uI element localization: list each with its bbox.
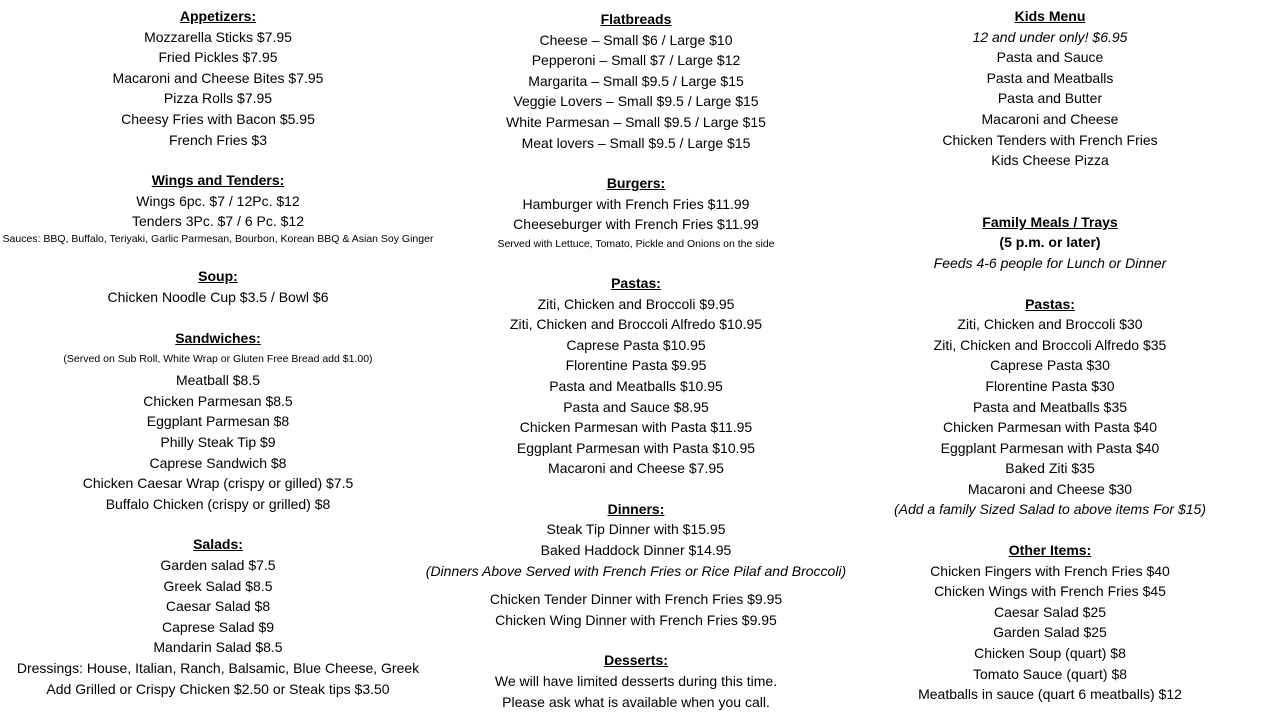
pastas-heading: Pastas: [611,274,661,291]
menu-item: Baked Ziti $35 [1005,460,1095,477]
menu-item: Caprese Salad $9 [161,618,275,635]
menu-column-left [0,6,436,699]
family-section [870,212,1230,274]
menu-item: Ziti, Chicken and Broccoli Alfredo $35 [933,336,1167,353]
other-items-section [870,540,1230,705]
family-pastas-heading: Pastas: [1025,295,1075,312]
menu-item: Tomato Sauce (quart) $8 [972,665,1128,682]
menu-item: Fried Pickles $7.95 [158,49,278,66]
menu-item: Margarita – Small $9.5 / Large $15 [528,72,744,89]
menu-item: Mozzarella Sticks $7.95 [144,28,292,45]
appetizers-heading: Appetizers: [179,8,257,24]
menu-item: Pasta and Sauce $8.95 [563,398,709,415]
menu-item: Wings 6pc. $7 / 12Pc. $12 [136,192,300,209]
menu-item: Chicken Wing Dinner with French Fries $9.95 [495,611,777,628]
kids-note: 12 and under only! $6.95 [972,28,1128,45]
menu-column-right [870,6,1230,705]
flatbreads-section [416,9,856,153]
menu-item: Caprese Pasta $30 [990,357,1110,374]
sauces-note: Sauces: BBQ, Buffalo, Teriyaki, Garlic Parmesan, Bourbon, Korean BBQ & Asian Soy Ginger [2,232,434,245]
menu-item: Kids Cheese Pizza [991,152,1109,169]
menu-item: Chicken Soup (quart) $8 [974,645,1126,662]
other-items-heading: Other Items: [1008,542,1092,559]
menu-item: Pasta and Butter [997,90,1103,107]
appetizers-section [0,6,436,150]
menu-item: Hamburger with French Fries $11.99 [522,195,750,212]
menu-item: Caprese Pasta $10.95 [566,336,706,353]
add-protein-note: Add Grilled or Crispy Chicken $2.50 or Steak tips $3.50 [46,680,390,697]
menu-item: Caesar Salad $8 [165,598,271,615]
menu-item: Chicken Wings with French Fries $45 [934,583,1166,600]
menu-item: Meatball $8.5 [175,372,261,389]
sandwiches-note: (Served on Sub Roll, White Wrap or Gluten Free Bread add $1.00) [63,353,373,366]
menu-item: Cheese – Small $6 / Large $10 [539,31,733,48]
menu-item: Florentine Pasta $9.95 [565,357,707,374]
dinners-section [416,499,856,631]
menu-item: Chicken Parmesan $8.5 [143,392,293,409]
family-note: Feeds 4-6 people for Lunch or Dinner [933,254,1167,271]
burgers-section [416,173,856,253]
dinners-heading: Dinners: [607,500,665,517]
menu-item: French Fries $3 [168,131,268,148]
menu-item: Chicken Fingers with French Fries $40 [930,562,1170,579]
menu-item: Macaroni and Cheese $30 [967,480,1133,497]
dinners-note: (Dinners Above Served with French Fries or Rice Pilaf and Broccoli) [425,562,847,579]
menu-item: Mandarin Salad $8.5 [153,639,283,656]
menu-item: Pasta and Sauce [996,49,1104,66]
dressings-note: Dressings: House, Italian, Ranch, Balsamic, Blue Cheese, Greek [16,659,420,676]
pastas-section [416,273,856,479]
menu-item: Macaroni and Cheese [981,110,1119,127]
flatbreads-heading: Flatbreads [600,11,672,27]
salads-heading: Salads: [193,536,243,553]
soup-section [0,266,436,307]
desserts-text: Please ask what is available when you call. [502,693,770,710]
menu-item: Eggplant Parmesan with Pasta $10.95 [516,439,756,456]
menu-column-middle [416,9,856,712]
salads-section [0,534,436,699]
menu-item: White Parmesan – Small $9.5 / Large $15 [506,113,766,130]
menu-item: Buffalo Chicken (crispy or grilled) $8 [105,495,331,512]
menu-item: Eggplant Parmesan $8 [146,413,290,430]
family-subtitle: (5 p.m. or later) [999,234,1101,251]
desserts-heading: Desserts: [604,652,668,669]
menu-item: Caesar Salad $25 [993,603,1107,620]
family-pastas-section [870,294,1230,521]
menu-item: Steak Tip Dinner with $15.95 [546,521,726,538]
menu-item: Pepperoni – Small $7 / Large $12 [531,52,741,69]
kids-section [870,6,1230,171]
menu-item: Pasta and Meatballs $35 [972,398,1128,415]
menu-item: Pasta and Meatballs [986,69,1114,86]
menu-item: Macaroni and Cheese Bites $7.95 [112,69,324,86]
soup-heading: Soup: [198,268,238,285]
menu-item: Chicken Parmesan with Pasta $11.95 [519,419,753,436]
wings-heading: Wings and Tenders: [151,172,285,189]
menu-item: Tenders 3Pc. $7 / 6 Pc. $12 [132,213,304,230]
family-heading: Family Meals / Trays [982,213,1118,230]
menu-item: Chicken Parmesan with Pasta $40 [943,419,1157,436]
burgers-heading: Burgers: [606,175,666,192]
menu-item: Pasta and Meatballs $10.95 [549,377,723,394]
menu-item: Florentine Pasta $30 [985,377,1115,394]
menu-item: Pizza Rolls $7.95 [163,90,273,107]
menu-item: Ziti, Chicken and Broccoli Alfredo $10.95 [509,316,763,333]
menu-item: Chicken Caesar Wrap (crispy or gilled) $7.5 [82,475,354,492]
menu-item: Greek Salad $8.5 [163,577,273,594]
menu-item: Garden Salad $25 [993,624,1107,641]
burgers-note: Served with Lettuce, Tomato, Pickle and Onions on the side [497,237,775,250]
menu-item: Veggie Lovers – Small $9.5 / Large $15 [513,93,759,110]
menu-item: Chicken Tender Dinner with French Fries $9.95 [489,591,783,608]
menu-item: Cheesy Fries with Bacon $5.95 [121,110,315,127]
menu-item: Macaroni and Cheese $7.95 [548,460,724,477]
menu-item: Philly Steak Tip $9 [160,434,276,450]
sandwiches-heading: Sandwiches: [175,329,261,346]
menu-item: Ziti, Chicken and Broccoli $30 [957,316,1143,333]
menu-item: Ziti, Chicken and Broccoli $9.95 [537,295,735,312]
menu-item: Chicken Tenders with French Fries [942,131,1158,148]
kids-heading: Kids Menu [1014,8,1086,24]
menu-item: Garden salad $7.5 [160,556,276,573]
sandwiches-section [0,328,436,515]
menu-item: Meatballs in sauce (quart 6 meatballs) $12 [918,686,1182,703]
desserts-section [416,650,856,712]
family-salad-note: (Add a family Sized Salad to above items For $15) [893,501,1207,518]
menu-item: Meat lovers – Small $9.5 / Large $15 [521,134,751,151]
menu-item: Cheeseburger with French Fries $11.99 [513,216,759,233]
menu-item: Caprese Sandwich $8 [149,454,287,471]
menu-item: Baked Haddock Dinner $14.95 [540,542,732,559]
menu-item: Eggplant Parmesan with Pasta $40 [940,439,1160,456]
desserts-text: We will have limited desserts during this time. [494,673,778,690]
wings-section [0,170,436,246]
menu-item: Chicken Noodle Cup $3.5 / Bowl $6 [107,289,329,306]
